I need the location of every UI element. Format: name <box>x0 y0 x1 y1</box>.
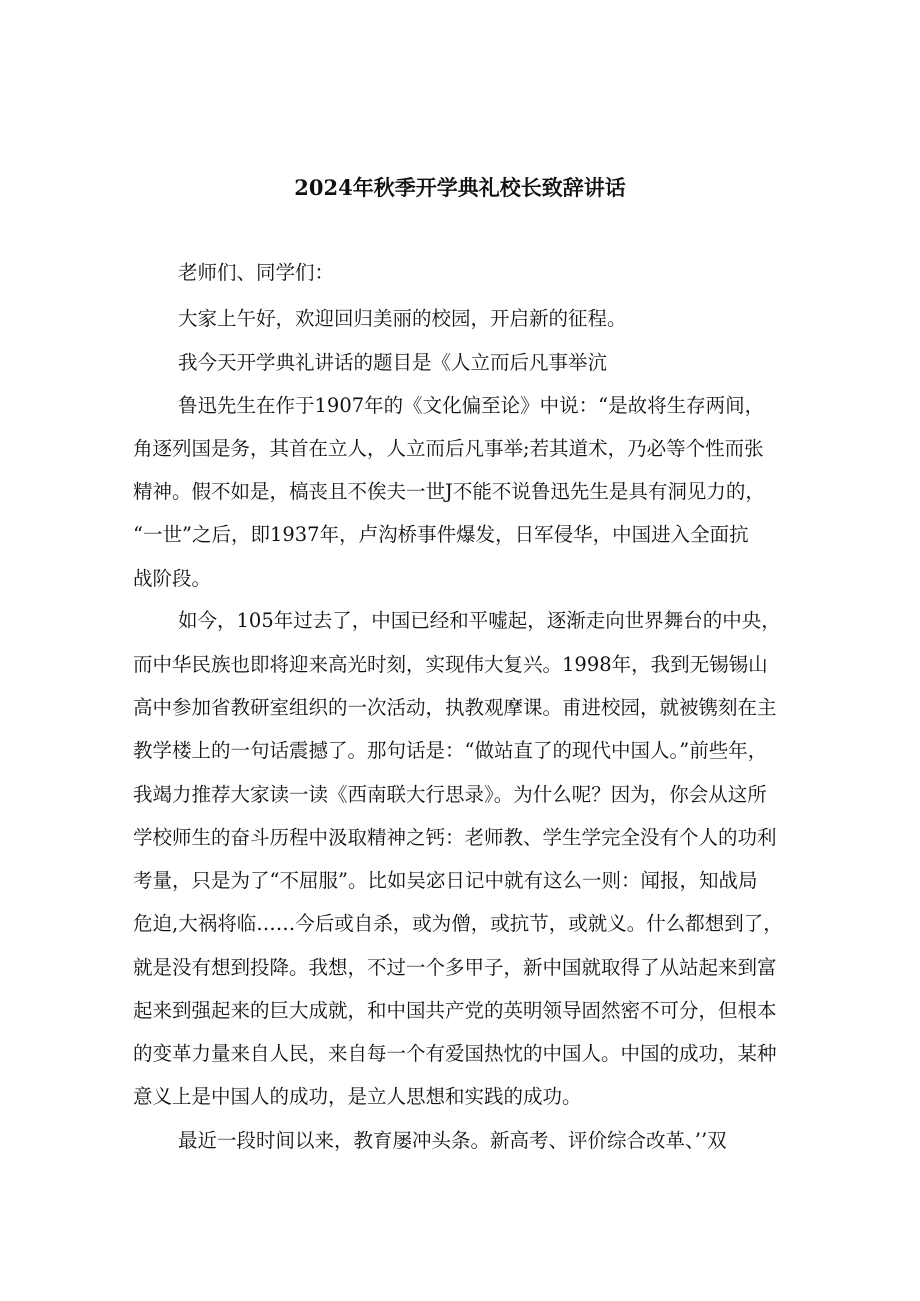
paragraph-line: 而中华民族也即将迎来高光时刻，实现伟大复兴。1998年，我到无锡锡山 <box>133 653 768 676</box>
paragraph-line: 意义上是中国人的成功，是立人思想和实践的成功。 <box>133 1085 582 1108</box>
paragraph-line: 高中参加省教研室组织的一次活动，执教观摩课。甫进校园，就被镌刻在主 <box>133 696 777 719</box>
document-title: 2024年秋季开学典礼校长致辞讲话 <box>294 175 626 200</box>
paragraph-line: 学校师生的奋斗历程中汲取精神之钙：老师教、学生学完全没有个人的功利 <box>133 826 777 849</box>
paragraph-line: 战阶段。 <box>133 567 212 590</box>
paragraph-line: 大家上午好，欢迎回归美丽的校园，开启新的征程。 <box>178 307 627 330</box>
paragraph-line: 我今天开学典礼讲话的题目是《人立而后凡事举沆 <box>178 351 608 374</box>
paragraph-line: 鲁迅先生在作于1907年的《文化偏至论》中说：“是故将生存两间， <box>178 394 765 417</box>
paragraph-line: 如今，105年过去了，中国已经和平嘘起，逐渐走向世界舞台的中央， <box>178 609 781 632</box>
paragraph-line: 最近一段时间以来，教育屡冲头条。新高考、评价综合改革、’’双 <box>178 1129 727 1152</box>
paragraph-line: 精神。假不如是，槁丧且不俟夫一世J不能不说鲁迅先生是具有洞见力的， <box>133 480 765 503</box>
paragraph-line: 老师们、同学们： <box>178 261 335 284</box>
paragraph-line: 的变革力量来自人民，来自每一个有爱国热忱的中国人。中国的成功，某种 <box>133 1042 777 1065</box>
paragraph-line: 危迫,大祸将临……今后或自杀，或为僧，或抗节，或就义。什么都想到了， <box>133 912 783 935</box>
paragraph-line: 角逐列国是务，其首在立人，人立而后凡事举;若其道术，乃必等个性而张 <box>133 437 764 460</box>
paragraph-line: “一世”之后，即1937年，卢沟桥事件爆发，日军侵华，中国进入全面抗 <box>133 523 749 546</box>
paragraph-line: 教学楼上的一句话震撼了。那句话是：“做站直了的现代中国人。”前些年， <box>133 739 768 762</box>
paragraph-line: 我竭力推荐大家读一读《西南联大行思录》。为什么呢？因为，你会从这所 <box>133 783 767 806</box>
paragraph-line: 考量，只是为了“不屈服”。比如吴宓日记中就有这么一则：闻报，知战局 <box>133 869 758 892</box>
paragraph-line: 起来到强起来的巨大成就，和中国共产党的英明领导固然密不可分，但根本 <box>133 999 777 1022</box>
paragraph-line: 就是没有想到投降。我想，不过一个多甲子，新中国就取得了从站起来到富 <box>133 956 777 979</box>
